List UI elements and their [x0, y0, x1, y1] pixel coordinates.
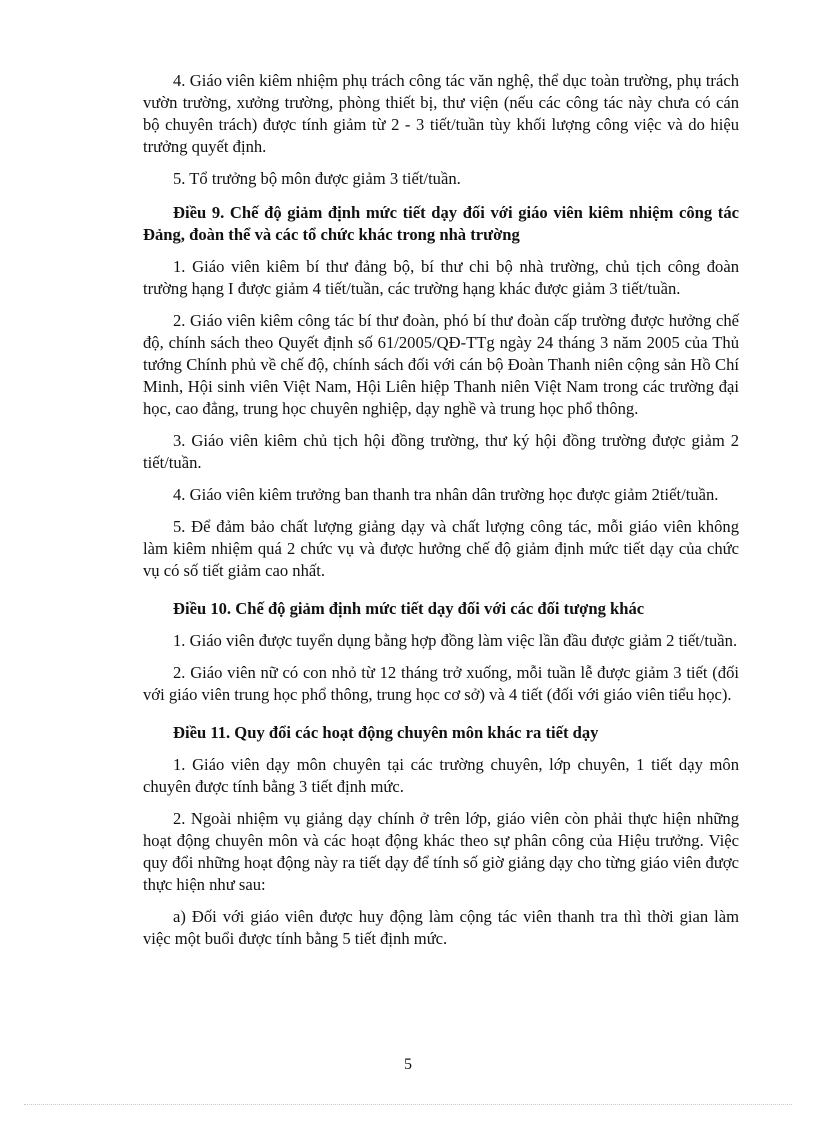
- paragraph-art9-item5: 5. Để đảm bảo chất lượng giảng dạy và chất lượng công tác, mỗi giáo viên không làm kiêm nhiệm quá 2 chức vụ và được hưởng chế độ giảm định mức tiết dạy của chức vụ có số tiết giảm cao nhất.: [143, 517, 739, 580]
- paragraph-art8-item5: 5. Tổ trưởng bộ môn được giảm 3 tiết/tuần.: [173, 169, 461, 188]
- paragraph-art10-item2: 2. Giáo viên nữ có con nhỏ từ 12 tháng trở xuống, mỗi tuần lễ được giảm 3 tiết (đối với giáo viên trung học phổ thông, trung học cơ sở) và 4 tiết (đối với giáo viên tiểu học).: [143, 663, 739, 704]
- heading-article-9: Điều 9. Chế độ giảm định mức tiết dạy đối với giáo viên kiêm nhiệm công tác Đảng, đoàn thể và các tổ chức khác trong nhà trường: [143, 203, 739, 244]
- paragraph-art10-item1: 1. Giáo viên được tuyển dụng bằng hợp đồng làm việc lần đầu được giảm 2 tiết/tuần.: [173, 631, 738, 650]
- paragraph-art9-item2: 2. Giáo viên kiêm công tác bí thư đoàn, phó bí thư đoàn cấp trường được hưởng chế độ, chính sách theo Quyết định số 61/2005/QĐ-TTg ngày 24 tháng 3 năm 2005 của Thủ tướng Chính phủ về chế độ, chính sách đối với cán bộ Đoàn Thanh niên cộng sản Hồ Chí Minh, Hội sinh viên Việt Nam, Hội Liên hiệp Thanh niên Việt Nam trong các trường đại học, cao đẳng, trung học chuyên nghiệp, dạy nghề và trung học phổ thông.: [143, 311, 739, 418]
- heading-article-10: Điều 10. Chế độ giảm định mức tiết dạy đối với các đối tượng khác: [173, 599, 645, 618]
- paragraph-art11-item2: 2. Ngoài nhiệm vụ giảng dạy chính ở trên lớp, giáo viên còn phải thực hiện những hoạt động chuyên môn và các hoạt động khác theo sự phân công của Hiệu trưởng. Việc quy đổi những hoạt động này ra tiết dạy để tính số giờ giảng dạy cho từng giáo viên được thực hiện như sau:: [143, 809, 739, 894]
- document-body: [143, 70, 739, 960]
- page-bottom-divider: [24, 1104, 792, 1105]
- paragraph-art9-item1: 1. Giáo viên kiêm bí thư đảng bộ, bí thư chi bộ nhà trường, chủ tịch công đoàn trường hạng I được giảm 4 tiết/tuần, các trường hạng khác được giảm 3 tiết/tuần.: [143, 257, 739, 298]
- paragraph-art9-item4: 4. Giáo viên kiêm trưởng ban thanh tra nhân dân trường học được giảm 2tiết/tuần.: [173, 485, 719, 504]
- page-number: 5: [404, 1056, 412, 1073]
- paragraph-art11-item1: 1. Giáo viên dạy môn chuyên tại các trường chuyên, lớp chuyên, 1 tiết dạy môn chuyên được tính bằng 3 tiết định mức.: [143, 755, 739, 796]
- heading-article-11: Điều 11. Quy đổi các hoạt động chuyên môn khác ra tiết dạy: [173, 723, 599, 742]
- paragraph-art11-item2a: a) Đối với giáo viên được huy động làm cộng tác viên thanh tra thì thời gian làm việc một buổi được tính bằng 5 tiết định mức.: [143, 907, 739, 948]
- paragraph-art8-item4: 4. Giáo viên kiêm nhiệm phụ trách công tác văn nghệ, thể dục toàn trường, phụ trách vườn trường, xưởng trường, phòng thiết bị, thư viện (nếu các công tác này chưa có cán bộ chuyên trách) được tính giảm từ 2 - 3 tiết/tuần tùy khối lượng công việc và do hiệu trưởng quyết định.: [143, 71, 739, 156]
- paragraph-art9-item3: 3. Giáo viên kiêm chủ tịch hội đồng trường, thư ký hội đồng trường được giảm 2 tiết/tuần.: [143, 431, 739, 472]
